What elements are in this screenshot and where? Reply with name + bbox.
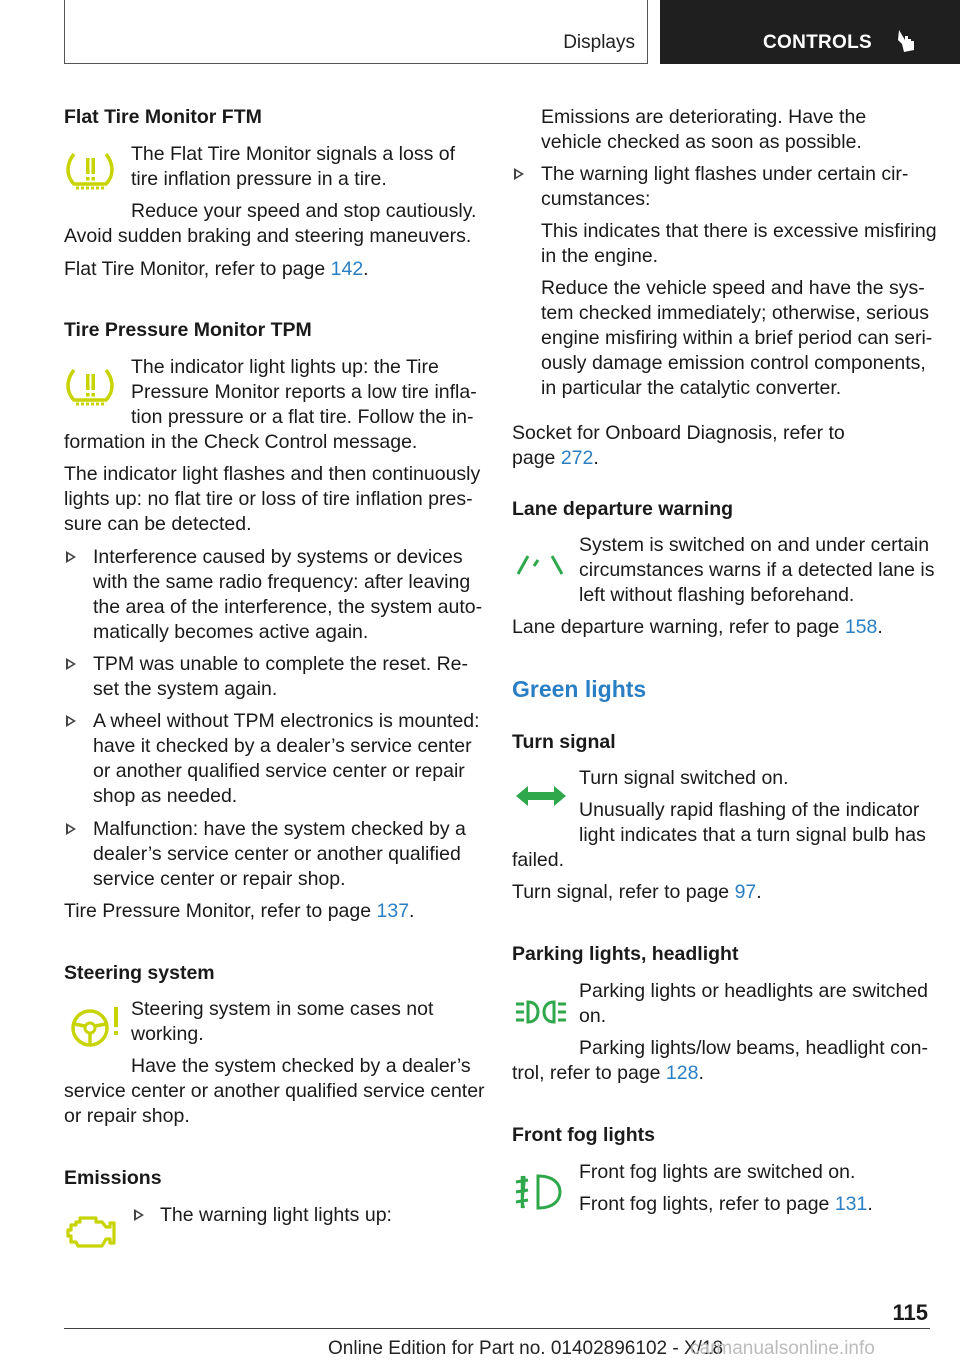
page-link[interactable]: 128 xyxy=(665,1062,699,1084)
tpm-line: tion pressure or a flat tire. Follow the in‐ xyxy=(131,406,474,428)
ftm-line: The Flat Tire Monitor signals a loss of xyxy=(131,143,456,165)
steering-line: Steering system in some cases not xyxy=(131,998,434,1020)
emissions-bullet-line: The warning light lights up: xyxy=(160,1204,392,1226)
parking-reference: trol, refer to page 128. xyxy=(512,1062,704,1084)
emissions-title: Emissions xyxy=(64,1167,162,1189)
header-section-title: Displays xyxy=(563,32,635,53)
emissions-line: vehicle checked as soon as possible. xyxy=(541,131,862,153)
ftm-reference: Flat Tire Monitor, refer to page 142. xyxy=(64,258,369,280)
page-link[interactable]: 97 xyxy=(734,881,757,903)
tpm-line: formation in the Check Control message. xyxy=(64,431,418,453)
tpm-bullet-line: or another qualified service center or repair xyxy=(93,760,465,782)
emissions-line: Reduce the vehicle speed and have the sys‐ xyxy=(541,277,925,299)
emissions-line: engine misfiring within a brief period can seri‐ xyxy=(541,327,933,349)
emissions-line: ously damage emission control components, xyxy=(541,352,926,374)
emissions-reference: page 272. xyxy=(512,447,599,469)
parking-line: Parking lights or headlights are switched xyxy=(579,980,929,1002)
steering-line: working. xyxy=(131,1023,204,1045)
ftm-title: Flat Tire Monitor FTM xyxy=(64,106,262,128)
footer-divider xyxy=(64,1328,930,1329)
tpm-bullet-line: A wheel without TPM electronics is mounted: xyxy=(93,710,480,732)
tpm-bullet-line: shop as needed. xyxy=(93,785,238,807)
tpm-line: Pressure Monitor reports a low tire infla‐ xyxy=(131,381,477,403)
emissions-line: tem checked immediately; otherwise, serious xyxy=(541,302,929,324)
tpm-title: Tire Pressure Monitor TPM xyxy=(64,319,312,341)
engine-check-icon xyxy=(66,1212,118,1252)
ftm-line: Reduce your speed and stop cautiously. xyxy=(131,200,477,222)
tpm-bullet-line: TPM was unable to complete the reset. Re‐ xyxy=(93,653,469,675)
front-fog-light-icon xyxy=(514,1172,564,1212)
page-link[interactable]: 142 xyxy=(330,258,364,280)
bullet-triangle-icon xyxy=(514,168,524,180)
lane-line: circumstances warns if a detected lane is xyxy=(579,559,935,581)
page-link[interactable]: 272 xyxy=(560,447,594,469)
fog-line: Front fog lights are switched on. xyxy=(579,1161,856,1183)
bullet-triangle-icon xyxy=(66,658,76,670)
turn-line: failed. xyxy=(512,849,565,871)
page-link[interactable]: 158 xyxy=(844,616,878,638)
header-chapter-title: CONTROLS xyxy=(763,32,873,53)
tpm-line: lights up: no flat tire or loss of tire inflation pres‐ xyxy=(64,488,473,510)
page-link[interactable]: 137 xyxy=(376,900,410,922)
ftm-line: Avoid sudden braking and steering maneuvers. xyxy=(64,225,472,247)
fog-reference: Front fog lights, refer to page 131. xyxy=(579,1193,873,1215)
turn-line: Unusually rapid flashing of the indicator xyxy=(579,799,920,821)
lane-line: System is switched on and under certain xyxy=(579,534,930,556)
bullet-triangle-icon xyxy=(66,715,76,727)
ftm-line: tire inflation pressure in a tire. xyxy=(131,168,387,190)
emissions-line: in particular the catalytic converter. xyxy=(541,377,842,399)
steering-line: Have the system checked by a dealer’s xyxy=(131,1055,471,1077)
tpm-bullet-line: set the system again. xyxy=(93,678,278,700)
header-section-box xyxy=(64,0,648,64)
emissions-bullet-line: cumstances: xyxy=(541,188,651,210)
emissions-line: This indicates that there is excessive misfiring xyxy=(541,220,937,242)
tpm-bullet-line: Interference caused by systems or devices xyxy=(93,546,463,568)
parking-line: on. xyxy=(579,1005,607,1027)
green-lights-heading: Green lights xyxy=(512,676,647,702)
watermark: carmanualsonline.info xyxy=(690,1338,875,1359)
tire-warning-icon xyxy=(66,150,114,192)
footer-edition: Online Edition for Part no. 01402896102 - X/18 xyxy=(328,1338,724,1359)
tpm-bullet-line: service center or repair shop. xyxy=(93,868,346,890)
fog-title: Front fog lights xyxy=(512,1124,655,1146)
steering-line: or repair shop. xyxy=(64,1105,190,1127)
lane-reference: Lane departure warning, refer to page 158. xyxy=(512,616,883,638)
lane-departure-icon xyxy=(514,552,568,578)
turn-title: Turn signal xyxy=(512,731,616,753)
tpm-reference: Tire Pressure Monitor, refer to page 137. xyxy=(64,900,415,922)
tpm-line: sure can be detected. xyxy=(64,513,252,535)
bullet-triangle-icon xyxy=(134,1209,144,1221)
tpm-line: The indicator light flashes and then continuously xyxy=(64,463,481,485)
tpm-bullet-line: Malfunction: have the system checked by a xyxy=(93,818,466,840)
turn-line: Turn signal switched on. xyxy=(579,767,789,789)
tpm-bullet-line: with the same radio frequency: after leaving xyxy=(93,571,471,593)
tpm-bullet-line: the area of the interference, the system auto‐ xyxy=(93,596,483,618)
page-link[interactable]: 131 xyxy=(834,1193,868,1215)
steering-wheel-warning-icon xyxy=(68,1004,124,1048)
lane-title: Lane departure warning xyxy=(512,498,734,520)
emissions-line: Emissions are deteriorating. Have the xyxy=(541,106,867,128)
emissions-reference: Socket for Onboard Diagnosis, refer to xyxy=(512,422,845,444)
emissions-line: in the engine. xyxy=(541,245,659,267)
tpm-line: The indicator light lights up: the Tire xyxy=(131,356,439,378)
pointing-hand-icon xyxy=(896,28,918,54)
parking-lights-icon xyxy=(514,998,568,1026)
tpm-bullet-line: matically becomes active again. xyxy=(93,621,369,643)
turn-reference: Turn signal, refer to page 97. xyxy=(512,881,762,903)
lane-line: left without flashing beforehand. xyxy=(579,584,855,606)
header-chapter-box xyxy=(660,0,960,64)
tpm-bullet-line: have it checked by a dealer’s service center xyxy=(93,735,472,757)
emissions-bullet-line: The warning light flashes under certain cir‐ xyxy=(541,163,909,185)
parking-title: Parking lights, headlight xyxy=(512,943,739,965)
turn-line: light indicates that a turn signal bulb has xyxy=(579,824,926,846)
bullet-triangle-icon xyxy=(66,823,76,835)
tire-pressure-icon xyxy=(66,366,114,408)
steering-line: service center or another qualified service center xyxy=(64,1080,485,1102)
turn-signal-arrows-icon xyxy=(514,784,568,808)
page-number: 115 xyxy=(892,1300,928,1325)
parking-line: Parking lights/low beams, headlight con‐ xyxy=(579,1037,929,1059)
steering-title: Steering system xyxy=(64,962,215,984)
tpm-bullet-line: dealer’s service center or another qualified xyxy=(93,843,461,865)
bullet-triangle-icon xyxy=(66,551,76,563)
